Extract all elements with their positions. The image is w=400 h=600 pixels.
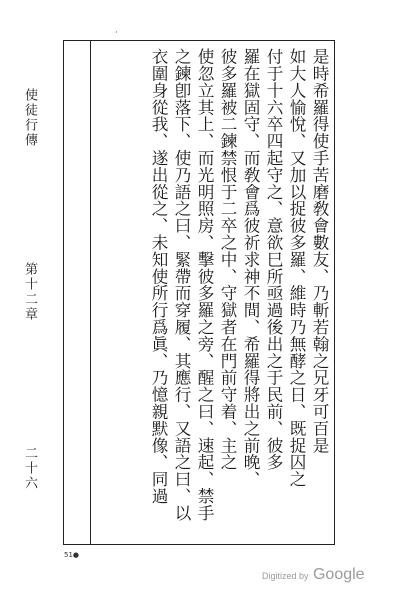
watermark-brand: Google (312, 566, 365, 583)
text-column: 付于十六卒四起守之、意欲巳所亟過後出之于民前、彼多 (264, 48, 283, 471)
margin-rule (90, 40, 91, 545)
stray-mark: ʻ (115, 30, 118, 39)
watermark-prefix: Digitized by (262, 571, 309, 581)
text-column: 是時希羅得使手苦磨敎會數友、乃斬若翰之兄牙可百是 (310, 48, 329, 454)
text-column: 之鍊卽落下、使乃語之曰、緊帶而穿履、其應行、又語之曰、以 (172, 48, 191, 522)
running-head-title: 使徒行傳 (22, 88, 37, 148)
footer-mark: 51● (64, 551, 80, 559)
google-watermark (262, 566, 365, 584)
text-column: 彼多羅被二鍊禁恨于二卒之中、守獄者在門前守着、主之 (218, 48, 237, 471)
text-column: 使忽立其上、而光明照房、擊彼多羅之旁、醒之曰、速起、禁手 (195, 48, 214, 522)
page-number: 二十六 (22, 446, 37, 491)
text-column: 衣圍身從我、遂出從之、未知使所行爲眞、乃憶親默像、同過 (149, 48, 168, 505)
text-column: 如大人愉悅、又加以捉彼多羅、維時乃無酵之日、既捉囚之 (287, 48, 306, 488)
running-head-chapter: 第十二章 (22, 262, 37, 322)
body-text (92, 48, 330, 540)
text-column: 羅在獄固守、而敎會爲彼祈求神不間、希羅得將出之前晚、 (241, 48, 260, 488)
